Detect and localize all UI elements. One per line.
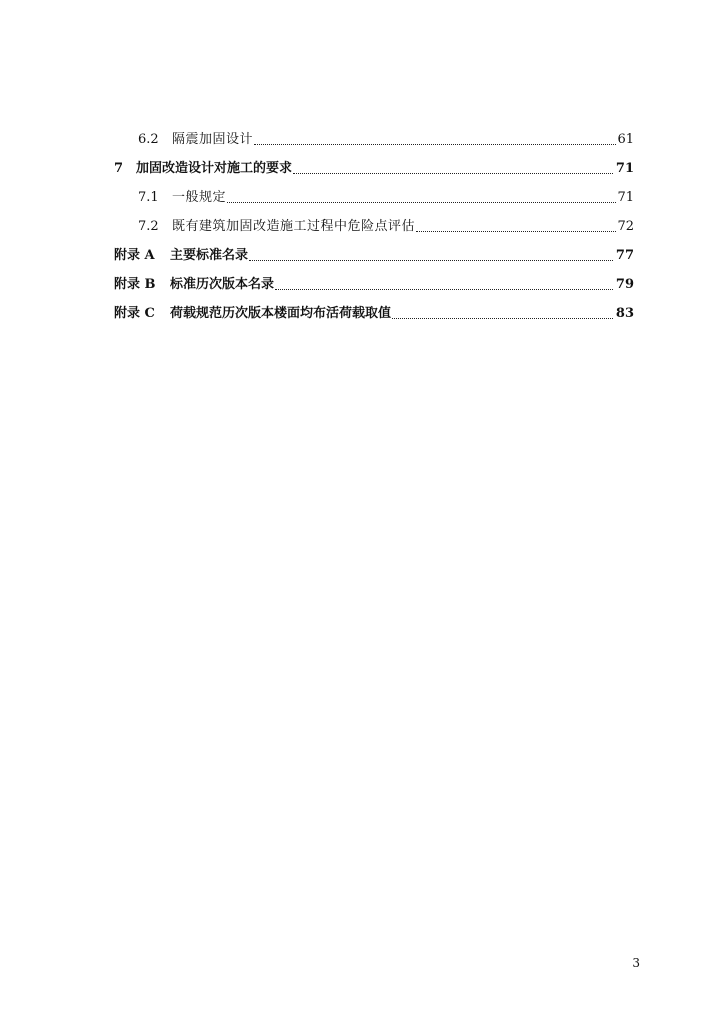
- toc-entry[interactable]: [0, 211, 724, 235]
- toc-entry[interactable]: [0, 298, 724, 322]
- toc-entry-page: 79: [615, 277, 634, 292]
- toc-entry-title: 一般规定: [172, 190, 227, 205]
- toc-dot-leader: [249, 248, 613, 264]
- toc-entry-title: 隔震加固设计: [172, 132, 254, 147]
- toc-entry-title: 加固改造设计对施工的要求: [136, 161, 293, 176]
- toc-entry[interactable]: [0, 153, 724, 177]
- toc-entry[interactable]: [0, 240, 724, 264]
- toc-dot-leader: [293, 161, 613, 177]
- toc-entry-page: 71: [615, 161, 634, 176]
- toc-entry[interactable]: [0, 269, 724, 293]
- toc-dot-leader: [416, 219, 616, 235]
- toc-dot-leader: [254, 132, 616, 148]
- toc-dot-leader: [275, 277, 613, 293]
- toc-entry-title: 既有建筑加固改造施工过程中危险点评估: [172, 219, 416, 234]
- toc-entry-number: 附录 A: [114, 248, 155, 263]
- toc-dot-leader: [392, 306, 613, 322]
- toc-entry-page: 61: [617, 132, 634, 147]
- toc-entry-page: 83: [615, 306, 634, 321]
- toc-entry-number: 7.1: [138, 190, 159, 205]
- toc-entry[interactable]: [0, 182, 724, 206]
- toc-entry-page: 77: [615, 248, 634, 263]
- toc-entry-number: 7.2: [138, 219, 159, 234]
- toc-entry-number: 附录 C: [114, 306, 155, 321]
- page-number: 3: [632, 956, 640, 970]
- toc-entry-title: 标准历次版本名录: [170, 277, 275, 292]
- toc-entry-number: 7: [114, 161, 124, 176]
- toc-entry-title: 荷载规范历次版本楼面均布活荷载取值: [170, 306, 392, 321]
- toc-entry-page: 72: [617, 219, 634, 234]
- toc-entry-page: 71: [617, 190, 634, 205]
- toc-entry-title: 主要标准名录: [170, 248, 249, 263]
- toc-entry[interactable]: [0, 124, 724, 148]
- toc-entry-number: 6.2: [138, 132, 159, 147]
- toc-entry-number: 附录 B: [114, 277, 156, 292]
- toc-dot-leader: [227, 190, 616, 206]
